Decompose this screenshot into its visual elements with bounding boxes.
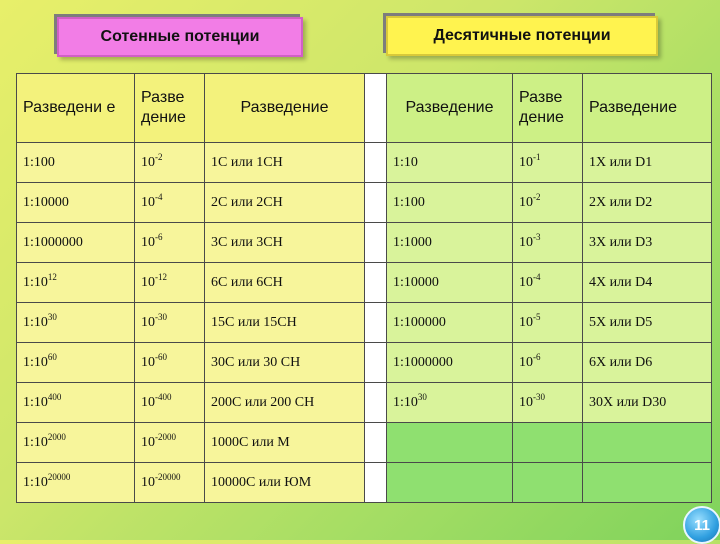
left-dilution-cell-exponent: 30 <box>47 311 57 322</box>
left-power-cell <box>135 183 205 223</box>
header-gap-cell <box>365 74 387 143</box>
left-power-cell <box>135 303 205 343</box>
left-power-cell-text: 10 <box>141 234 155 250</box>
right-power-cell-exponent: -30 <box>533 391 545 402</box>
right-notation-cell <box>583 423 712 463</box>
right-notation-cell <box>583 303 712 343</box>
gap-cell <box>365 303 387 343</box>
right-power-cell <box>513 303 583 343</box>
gap-cell <box>365 343 387 383</box>
table-row <box>17 303 712 343</box>
right-notation-cell <box>583 143 712 183</box>
right-power-cell-exponent: -4 <box>533 271 541 282</box>
left-dilution-cell-text: 1:10 <box>23 474 48 490</box>
right-power-cell <box>513 263 583 303</box>
right-dilution-cell-text: 1:100 <box>393 194 425 210</box>
left-power-cell-text: 10 <box>141 434 155 450</box>
left-notation-cell <box>205 463 365 503</box>
left-power-cell-text: 10 <box>141 314 155 330</box>
right-notation-cell-text: 2Х или D2 <box>589 194 653 210</box>
right-power-cell <box>513 463 583 503</box>
left-power-cell-exponent: -2 <box>155 151 163 162</box>
right-dilution-cell-exponent: 30 <box>417 391 427 402</box>
left-dilution-cell <box>17 303 135 343</box>
page-number: 11 <box>694 516 710 534</box>
left-power-cell-exponent: -4 <box>155 191 163 202</box>
right-power-cell <box>513 183 583 223</box>
right-notation-cell <box>583 223 712 263</box>
right-power-cell-text: 10 <box>519 354 533 370</box>
left-notation-cell <box>205 263 365 303</box>
right-dilution-cell <box>387 263 513 303</box>
right-power-cell-exponent: -1 <box>533 151 541 162</box>
right-notation-cell-text: 30Х или D30 <box>589 394 667 410</box>
left-dilution-cell-text: 1:1000000 <box>23 234 83 250</box>
right-notation-cell-text: 3Х или D3 <box>589 234 653 250</box>
left-dilution-cell-text: 1:100 <box>23 154 55 170</box>
right-dilution-cell <box>387 143 513 183</box>
table-row <box>17 463 712 503</box>
left-notation-cell <box>205 343 365 383</box>
right-power-cell <box>513 343 583 383</box>
left-power-cell <box>135 423 205 463</box>
left-dilution-cell-text: 1:10 <box>23 354 48 370</box>
table-row <box>17 143 712 183</box>
right-notation-cell-text: 6Х или D6 <box>589 354 653 370</box>
right-dilution-cell <box>387 303 513 343</box>
left-dilution-cell-text: 1:10000 <box>23 194 69 210</box>
left-power-cell-exponent: -30 <box>155 311 167 322</box>
left-notation-cell-text: 3С или 3СН <box>211 234 283 250</box>
left-dilution-cell-text: 1:10 <box>23 434 48 450</box>
left-power-cell-text: 10 <box>141 394 155 410</box>
table-row <box>17 423 712 463</box>
right-dilution-cell-text: 1:10000 <box>393 274 439 290</box>
left-dilution-cell <box>17 423 135 463</box>
right-dilution-cell <box>387 383 513 423</box>
left-dilution-cell-exponent: 12 <box>47 271 57 282</box>
right-dilution-cell-text: 1:100000 <box>393 314 446 330</box>
header-left-notation: Разведение <box>205 74 365 143</box>
left-power-cell-text: 10 <box>141 474 155 490</box>
right-power-cell-exponent: -6 <box>533 351 541 362</box>
left-power-cell-exponent: -12 <box>155 271 167 282</box>
left-dilution-cell-exponent: 60 <box>47 351 57 362</box>
left-dilution-cell <box>17 263 135 303</box>
right-power-cell-exponent: -5 <box>533 311 541 322</box>
gap-cell <box>365 183 387 223</box>
left-dilution-cell-text: 1:10 <box>23 394 48 410</box>
left-dilution-cell-exponent: 2000 <box>47 431 66 442</box>
left-dilution-cell-exponent: 20000 <box>47 471 71 482</box>
gap-cell <box>365 423 387 463</box>
right-power-cell-exponent: -2 <box>533 191 541 202</box>
left-notation-cell-text: 2С или 2СН <box>211 194 283 210</box>
left-dilution-cell <box>17 383 135 423</box>
right-power-cell <box>513 383 583 423</box>
right-power-cell <box>513 423 583 463</box>
right-dilution-cell-text: 1:1000000 <box>393 354 453 370</box>
header-right-power: Разве дение <box>513 74 583 143</box>
left-dilution-cell-exponent: 400 <box>47 391 62 402</box>
right-dilution-cell <box>387 463 513 503</box>
left-power-cell-exponent: -60 <box>155 351 167 362</box>
left-notation-cell-text: 30С или 30 СН <box>211 354 301 370</box>
left-notation-cell-text: 1000С или М <box>211 434 290 450</box>
left-notation-cell <box>205 423 365 463</box>
gap-cell <box>365 463 387 503</box>
right-notation-cell-text: 1Х или D1 <box>589 154 653 170</box>
dilution-table <box>16 73 712 503</box>
header-left-power: Разве дение <box>135 74 205 143</box>
right-notation-cell-text: 4Х или D4 <box>589 274 653 290</box>
right-dilution-cell <box>387 223 513 263</box>
right-dilution-cell <box>387 423 513 463</box>
left-dilution-cell <box>17 143 135 183</box>
right-notation-cell <box>583 343 712 383</box>
right-dilution-cell-text: 1:1000 <box>393 234 432 250</box>
right-notation-cell <box>583 463 712 503</box>
table-row <box>17 263 712 303</box>
left-power-cell-text: 10 <box>141 154 155 170</box>
right-dilution-cell-text: 1:10 <box>393 394 418 410</box>
left-dilution-cell <box>17 343 135 383</box>
header-left-dilution: Разведени е <box>17 74 135 143</box>
decimal-potencies-label <box>386 16 658 56</box>
left-power-cell-text: 10 <box>141 354 155 370</box>
left-power-cell-exponent: -400 <box>155 391 172 402</box>
left-notation-cell <box>205 183 365 223</box>
left-notation-cell-text: 10000С или ЮМ <box>211 474 312 490</box>
left-power-cell <box>135 343 205 383</box>
right-power-cell-text: 10 <box>519 154 533 170</box>
left-power-cell-exponent: -20000 <box>155 471 181 482</box>
left-notation-cell <box>205 303 365 343</box>
right-power-cell-text: 10 <box>519 314 533 330</box>
left-notation-cell-text: 15С или 15СН <box>211 314 297 330</box>
table-row <box>17 343 712 383</box>
right-notation-cell-text: 5Х или D5 <box>589 314 653 330</box>
left-notation-cell-text: 6С или 6СН <box>211 274 283 290</box>
right-notation-cell <box>583 263 712 303</box>
left-power-cell <box>135 263 205 303</box>
left-dilution-cell <box>17 223 135 263</box>
left-notation-cell-text: 200С или 200 СН <box>211 394 315 410</box>
left-power-cell-exponent: -6 <box>155 231 163 242</box>
table-row <box>17 383 712 423</box>
left-power-cell-exponent: -2000 <box>155 431 176 442</box>
right-notation-cell <box>583 183 712 223</box>
header-right-dilution: Разведение <box>387 74 513 143</box>
left-notation-cell <box>205 383 365 423</box>
left-power-cell <box>135 383 205 423</box>
gap-cell <box>365 223 387 263</box>
right-power-cell-text: 10 <box>519 274 533 290</box>
hundredth-potencies-label-text: Сотенные потенции <box>100 28 260 45</box>
right-notation-cell <box>583 383 712 423</box>
gap-cell <box>365 383 387 423</box>
right-power-cell <box>513 143 583 183</box>
hundredth-potencies-label <box>57 17 303 57</box>
left-notation-cell <box>205 143 365 183</box>
left-power-cell <box>135 463 205 503</box>
left-dilution-cell-text: 1:10 <box>23 274 48 290</box>
right-power-cell <box>513 223 583 263</box>
left-notation-cell <box>205 223 365 263</box>
right-dilution-cell <box>387 343 513 383</box>
right-power-cell-text: 10 <box>519 394 533 410</box>
left-power-cell-text: 10 <box>141 274 155 290</box>
decimal-potencies-label-text: Десятичные потенции <box>433 27 611 44</box>
gap-cell <box>365 263 387 303</box>
gap-cell <box>365 143 387 183</box>
right-power-cell-text: 10 <box>519 194 533 210</box>
table-header-row <box>17 74 712 143</box>
left-power-cell <box>135 143 205 183</box>
page-number-badge <box>683 506 720 544</box>
right-dilution-cell-text: 1:10 <box>393 154 418 170</box>
right-power-cell-text: 10 <box>519 234 533 250</box>
table-row <box>17 223 712 263</box>
left-power-cell <box>135 223 205 263</box>
left-notation-cell-text: 1С или 1СН <box>211 154 283 170</box>
right-power-cell-exponent: -3 <box>533 231 541 242</box>
right-dilution-cell <box>387 183 513 223</box>
header-right-notation: Разведение <box>583 74 712 143</box>
left-dilution-cell-text: 1:10 <box>23 314 48 330</box>
table-row <box>17 183 712 223</box>
left-dilution-cell <box>17 463 135 503</box>
left-power-cell-text: 10 <box>141 194 155 210</box>
left-dilution-cell <box>17 183 135 223</box>
